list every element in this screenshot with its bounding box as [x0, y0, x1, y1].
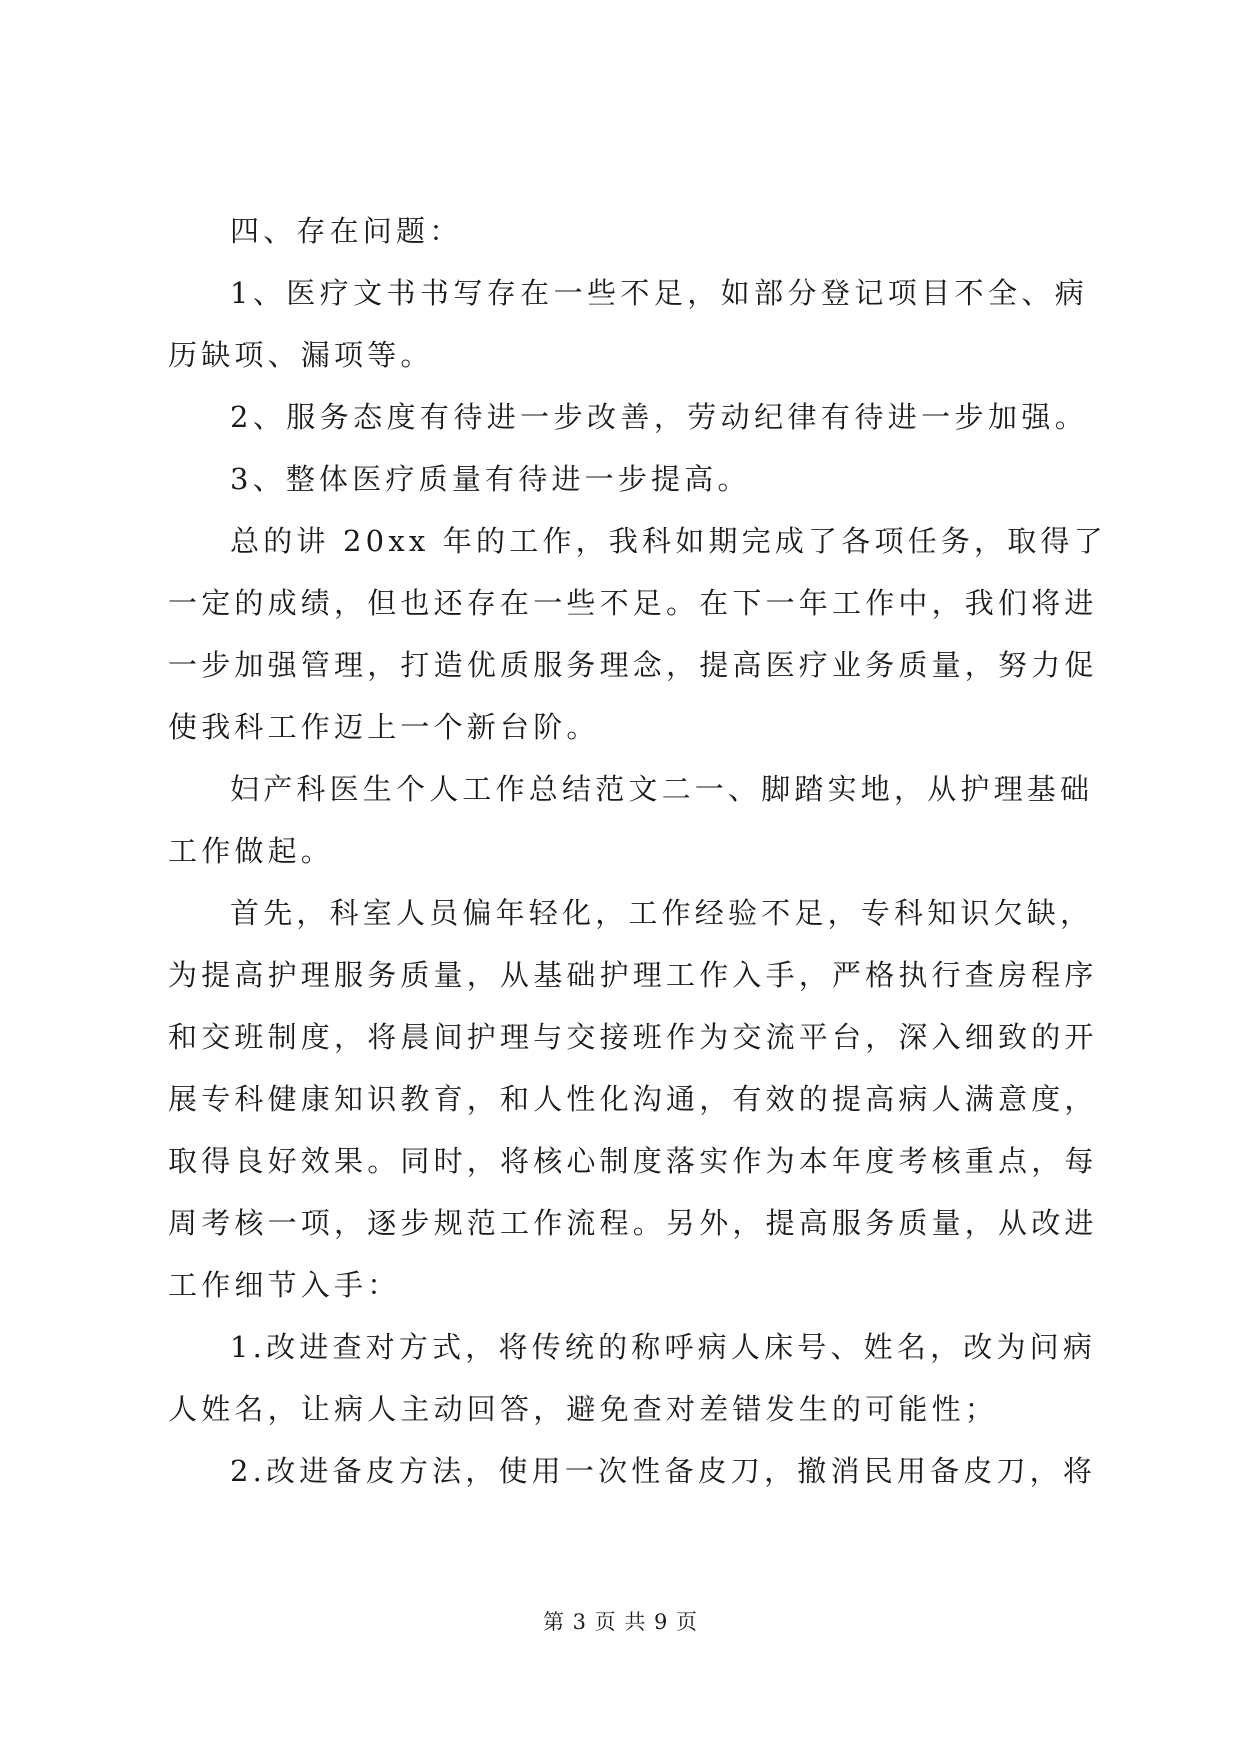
text-line: 一定的成绩，但也还存在一些不足。在下一年工作中，我们将进 — [168, 586, 1098, 620]
text-line: 2.改进备皮方法，使用一次性备皮刀，撤消民用备皮刀，将 — [230, 1454, 1097, 1488]
text-line: 使我科工作迈上一个新台阶。 — [168, 710, 600, 744]
text-line: 2、服务态度有待进一步改善，劳动纪律有待进一步加强。 — [230, 400, 1088, 434]
paragraph-summary — [168, 510, 1107, 758]
paragraph-section-two-title — [168, 758, 1094, 882]
text-line: 为提高护理服务质量，从基础护理工作入手，严格执行查房程序 — [168, 958, 1098, 992]
paragraph-heading-problems — [168, 200, 1088, 262]
text-line: 和交班制度，将晨间护理与交接班作为交流平台，深入细致的开 — [168, 1020, 1098, 1054]
text-line: 展专科健康知识教育，和人性化沟通，有效的提高病人满意度， — [168, 1082, 1098, 1116]
page-footer: 第 3 页 共 9 页 — [542, 1610, 699, 1634]
text-line: 总的讲 20xx 年的工作，我科如期完成了各项任务，取得了 — [230, 524, 1107, 558]
text-line: 历缺项、漏项等。 — [168, 338, 434, 372]
text-line: 1、医疗文书书写存在一些不足，如部分登记项目不全、病 — [230, 276, 1088, 310]
text-line: 3、整体医疗质量有待进一步提高。 — [230, 462, 751, 496]
text-line: 工作细节入手： — [168, 1268, 401, 1302]
text-line: 妇产科医生个人工作总结范文二一、脚踏实地，从护理基础 — [230, 772, 1094, 806]
text-line: 取得良好效果。同时，将核心制度落实作为本年度考核重点，每 — [168, 1144, 1098, 1178]
paragraph-problem-2 — [168, 386, 1088, 448]
text-line: 四、存在问题： — [230, 214, 463, 248]
text-line: 1.改进查对方式，将传统的称呼病人床号、姓名，改为问病 — [230, 1330, 1097, 1364]
document-body — [168, 200, 1107, 1502]
text-line: 首先，科室人员偏年轻化，工作经验不足，专科知识欠缺， — [230, 896, 1094, 930]
paragraph-problem-1 — [168, 262, 1088, 386]
paragraph-item-1 — [168, 1316, 1097, 1440]
text-line: 工作做起。 — [168, 834, 335, 868]
paragraph-problem-3 — [168, 448, 1088, 510]
text-line: 周考核一项，逐步规范工作流程。另外，提高服务质量，从改进 — [168, 1206, 1098, 1240]
text-line: 人姓名，让病人主动回答，避免查对差错发生的可能性； — [168, 1392, 999, 1426]
text-line: 一步加强管理，打造优质服务理念，提高医疗业务质量，努力促 — [168, 648, 1098, 682]
paragraph-first-point — [168, 882, 1098, 1316]
paragraph-item-2 — [168, 1440, 1097, 1502]
